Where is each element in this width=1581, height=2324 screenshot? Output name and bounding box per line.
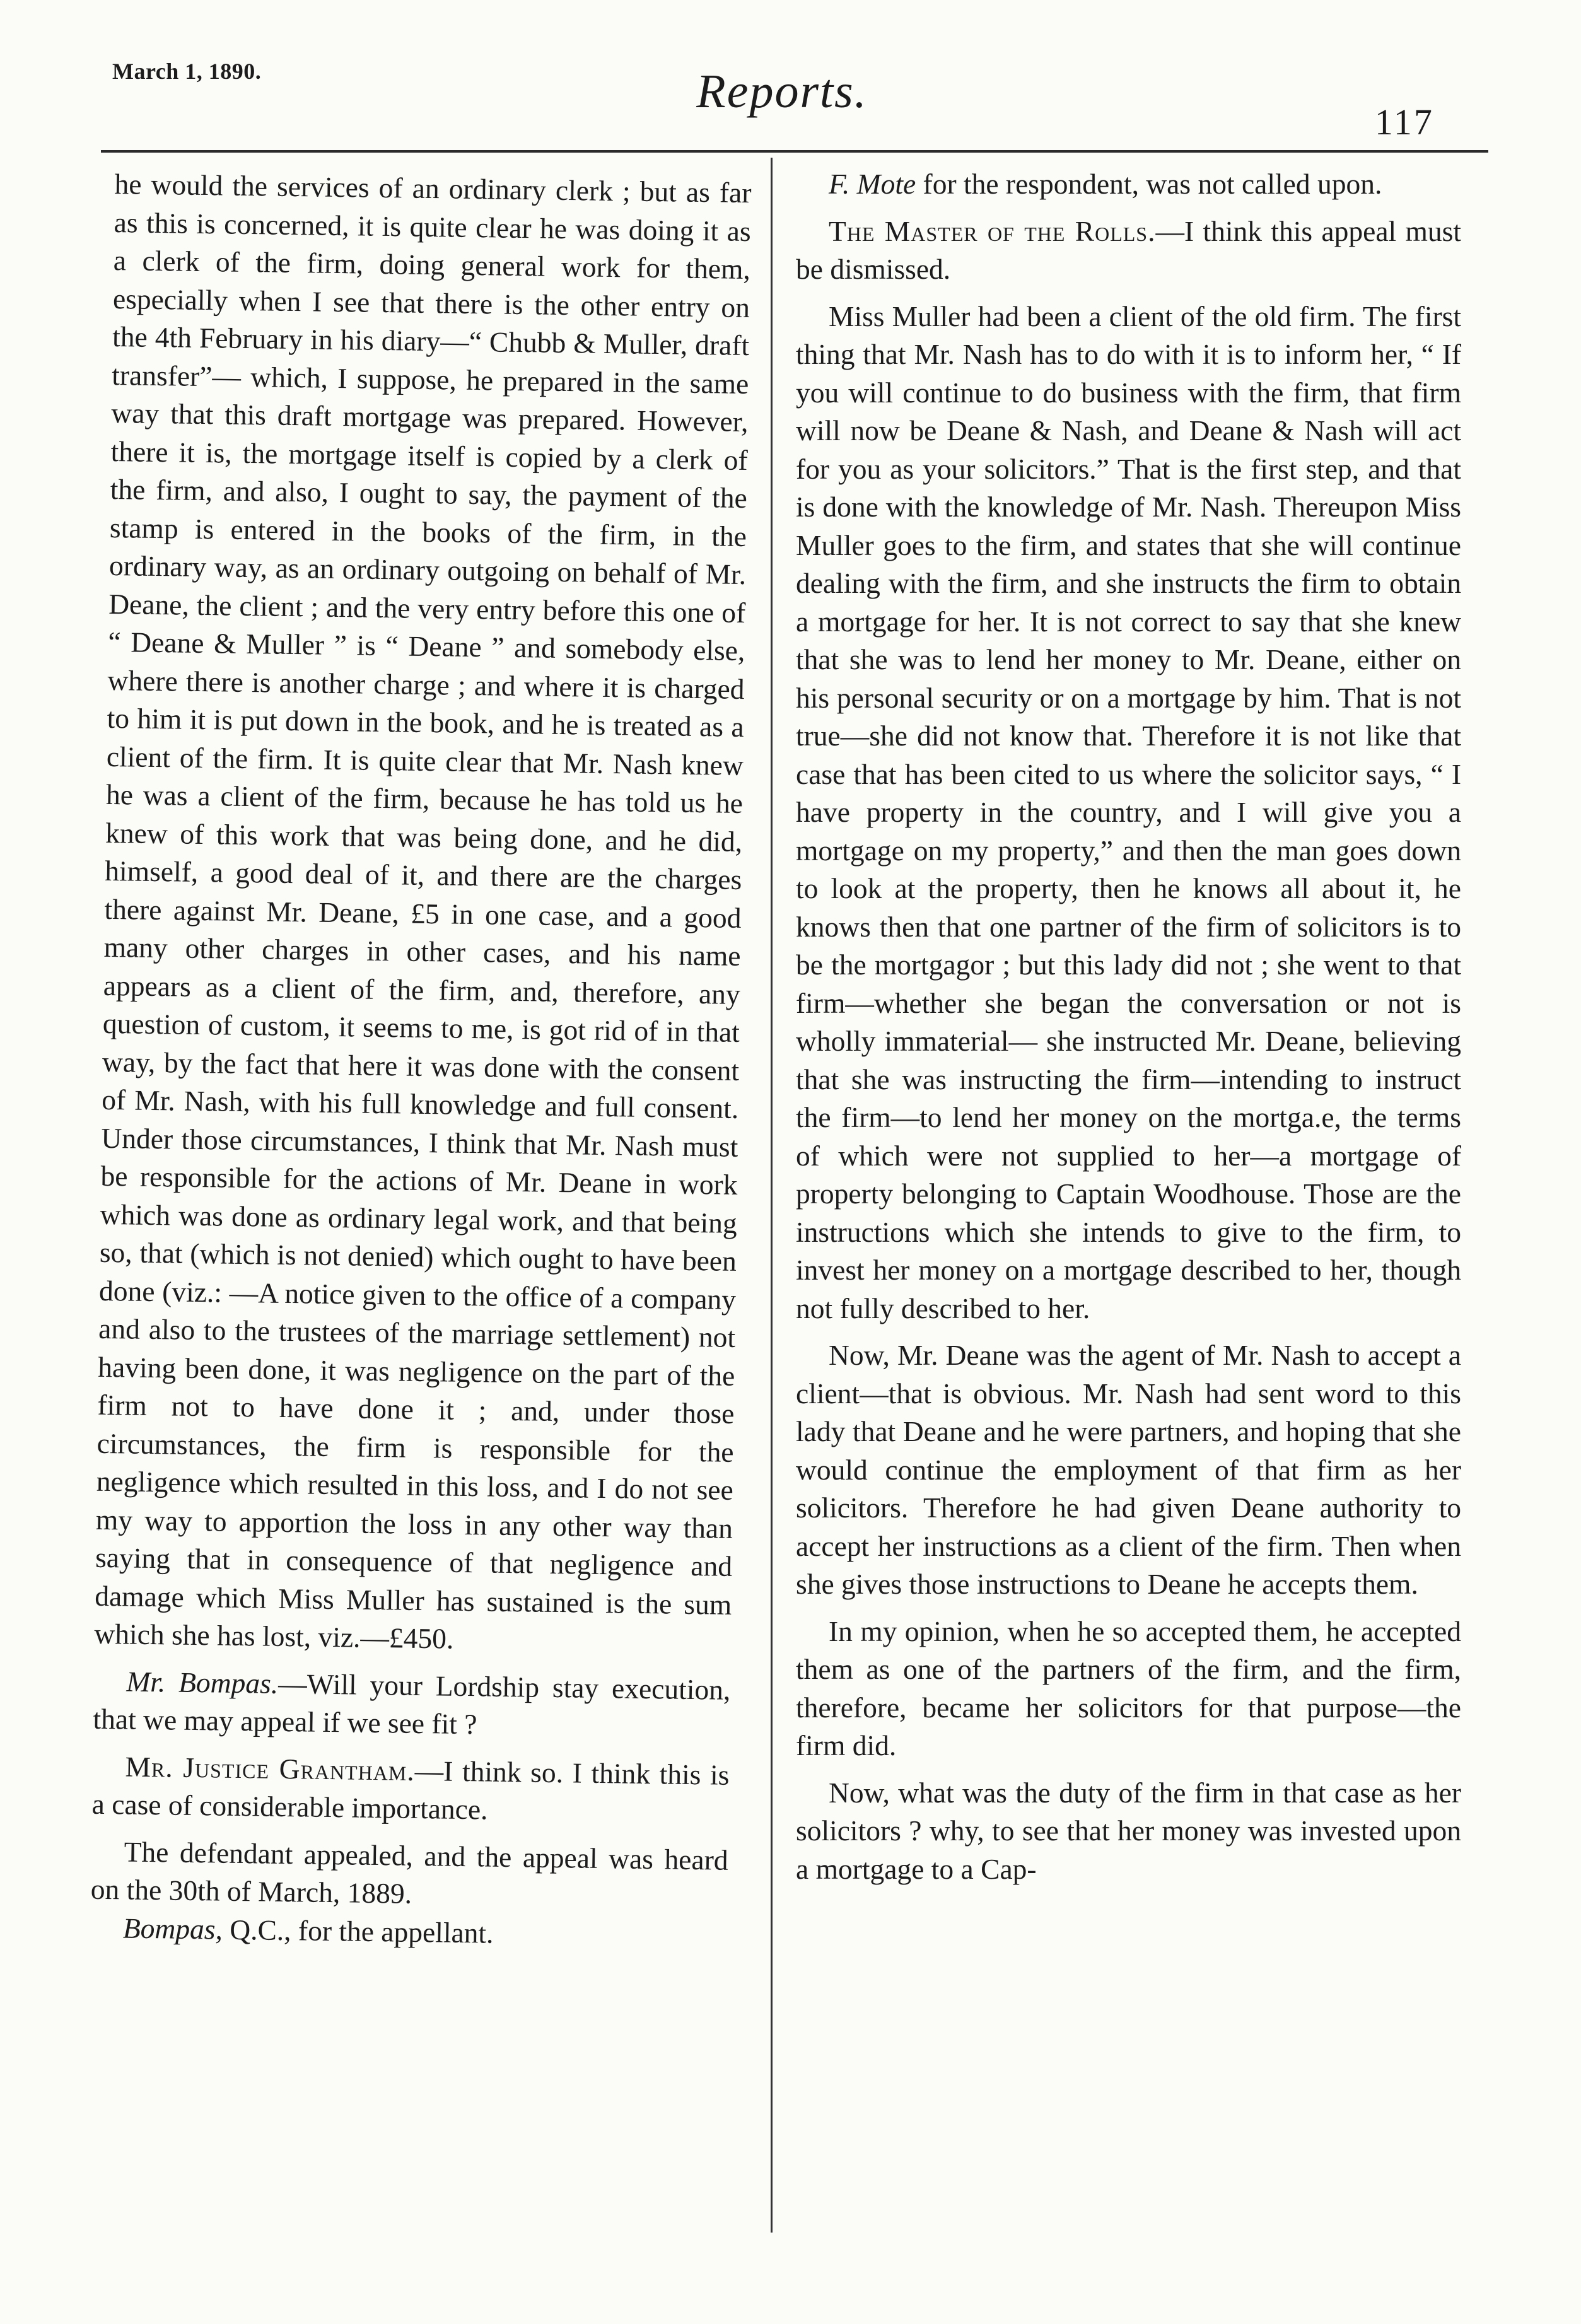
left-paragraph-2 (93, 1662, 731, 1747)
left-paragraph-4: The defendant appealed, and the appeal was heard on the 30th of March, 1889. (90, 1835, 728, 1910)
left-paragraph-3-text: —I think so. I think this is a case of considerable importance. (91, 1754, 730, 1826)
left-paragraph-1: he would the services of an ordinary clerk ; but as far as this is concerned, it is quite clear he was doing it as a clerk of the firm, doing general work for them, especially when I see that there is the other entry on the 4th February in his diary—“ Chubb & Muller, draft transfer”— which, I suppose, he prepared in the same way that this draft mortgage was prepared. However, there it is, the mortgage itself is copied by a clerk of the firm, and also, I ought to say, the payment of the stamp is entered in the books of the firm, in the ordinary way, as an ordinary outgoing on behalf of Mr. Deane, the client ; and the very entry before this one of “ Deane & Muller ” is “ Deane ” and somebody else, where there is another charge ; and where it is charged to him it is put down in the book, and he is treated as a client of the firm. It is quite clear that Mr. Nash knew he was a client of the firm, because he has told us he knew of this work that was being done, and he did, himself, a good deal of it, and there are the charges there against Mr. Deane, £5 in one case, and a good many other charges in other cases, and his name appears as a client of the firm, and, therefore, any question of custom, it seems to me, is got rid of in that way, by the fact that here it was done with the consent of Mr. Nash, with his full knowledge and full consent. Under those circumstances, I think that Mr. Nash must be responsible for the actions of Mr. Deane in work which was done as ordinary legal work, and that being so, that (which is not denied) which ought to have been done (viz.: —A notice given to the office of a company and also to the trustees of the marriage settlement) not having been done, it was negligence on the part of the firm not to have done it ; and, under those circumstances, the firm is responsible for the negligence which resulted in this loss, and I do not see my way to apportion the loss in any other way than saying that in consequence of that negligence and damage which Miss Muller has sustained is the sum which she has lost, viz.—£450. (94, 167, 752, 1655)
page-title: Reports. (696, 65, 868, 118)
header-rule (101, 150, 1488, 153)
right-paragraph-4: Now, Mr. Deane was the agent of Mr. Nash to accept a client—that is obvious. Mr. Nash had sent word to this lady that Deane and he were partners, and hoping that she would continue the employment of that firm as her solicitors. Therefore he had given Deane authority to accept her instructions as a client of the firm. Then when she gives those instructions to Deane he accepts them. (796, 1339, 1461, 1600)
speaker-justice-grantham: Mr. Justice Grantham. (125, 1749, 416, 1787)
right-paragraph-5: In my opinion, when he so accepted them, he accepted them as one of the partners of the firm, and the firm, therefore, became her solicitors for that purpose—the firm did. (796, 1615, 1461, 1761)
left-paragraph-5 (90, 1908, 728, 1956)
right-paragraph-1-text: for the respondent, was not called upon. (916, 168, 1382, 200)
left-column (90, 165, 752, 1956)
speaker-master-of-the-rolls: The Master of the Rolls. (829, 214, 1156, 247)
column-divider (771, 158, 773, 2233)
speaker-bompas: Mr. Bompas. (126, 1664, 279, 1700)
right-paragraph-2-text: —I think this appeal must be dismissed. (796, 214, 1461, 285)
page-number: 117 (1375, 102, 1434, 143)
right-paragraph-3: Miss Muller had been a client of the old firm. The first thing that Mr. Nash has to do with it is to inform her, “ If you will continue to do business with the firm, that firm will now be Deane & Nash, and Deane & Nash will act for you as your solicitors.” That is the first step, and that is done with the knowledge of Mr. Nash. Thereupon Miss Muller goes to the firm, and states that she will continue dealing with the firm, and she instructs the firm to obtain a mortgage for her. It is not correct to say that she knew that she was to lend her money to Mr. Deane, either on his personal security or on a mortgage by him. That is not true—she did not know that. Therefore it is not like that case that has been cited to us where the solicitor says, “ I have property in the country, and I will give you a mortgage on my property,” and then the man goes down to look at the property, then he knows all about it, he knows then that one partner of the firm of solicitors is to be the mortgagor ; but this lady did not ; she went to that firm—whether she began the conversation or not is wholly immaterial— she instructed Mr. Deane, believing that she was instructing the firm—intending to instruct the firm—to lend her money on the mortga.e, the terms of which were not supplied to her—a mortgage of property belonging to Captain Woodhouse. Those are the instructions which she intends to give to the firm, to invest her money on a mortgage described to her, though not fully described to her. (796, 300, 1461, 1324)
left-paragraph-5-text: Q.C., for the appellant. (222, 1913, 494, 1949)
page-date: March 1, 1890. (112, 59, 262, 84)
counsel-mote: F. Mote (829, 168, 916, 200)
right-column (796, 165, 1461, 1888)
left-paragraph-2-text: —Will your Lordship stay execution, that we may appeal if we see fit ? (93, 1667, 731, 1741)
left-paragraph-3 (91, 1747, 730, 1832)
right-paragraph-1 (796, 165, 1461, 204)
counsel-bompas: Bompas, (122, 1911, 223, 1946)
right-paragraph-6: Now, what was the duty of the firm in that case as her solicitors ? why, to see that her money was invested upon a mortgage to a Cap- (796, 1776, 1461, 1885)
right-paragraph-2 (796, 213, 1461, 289)
